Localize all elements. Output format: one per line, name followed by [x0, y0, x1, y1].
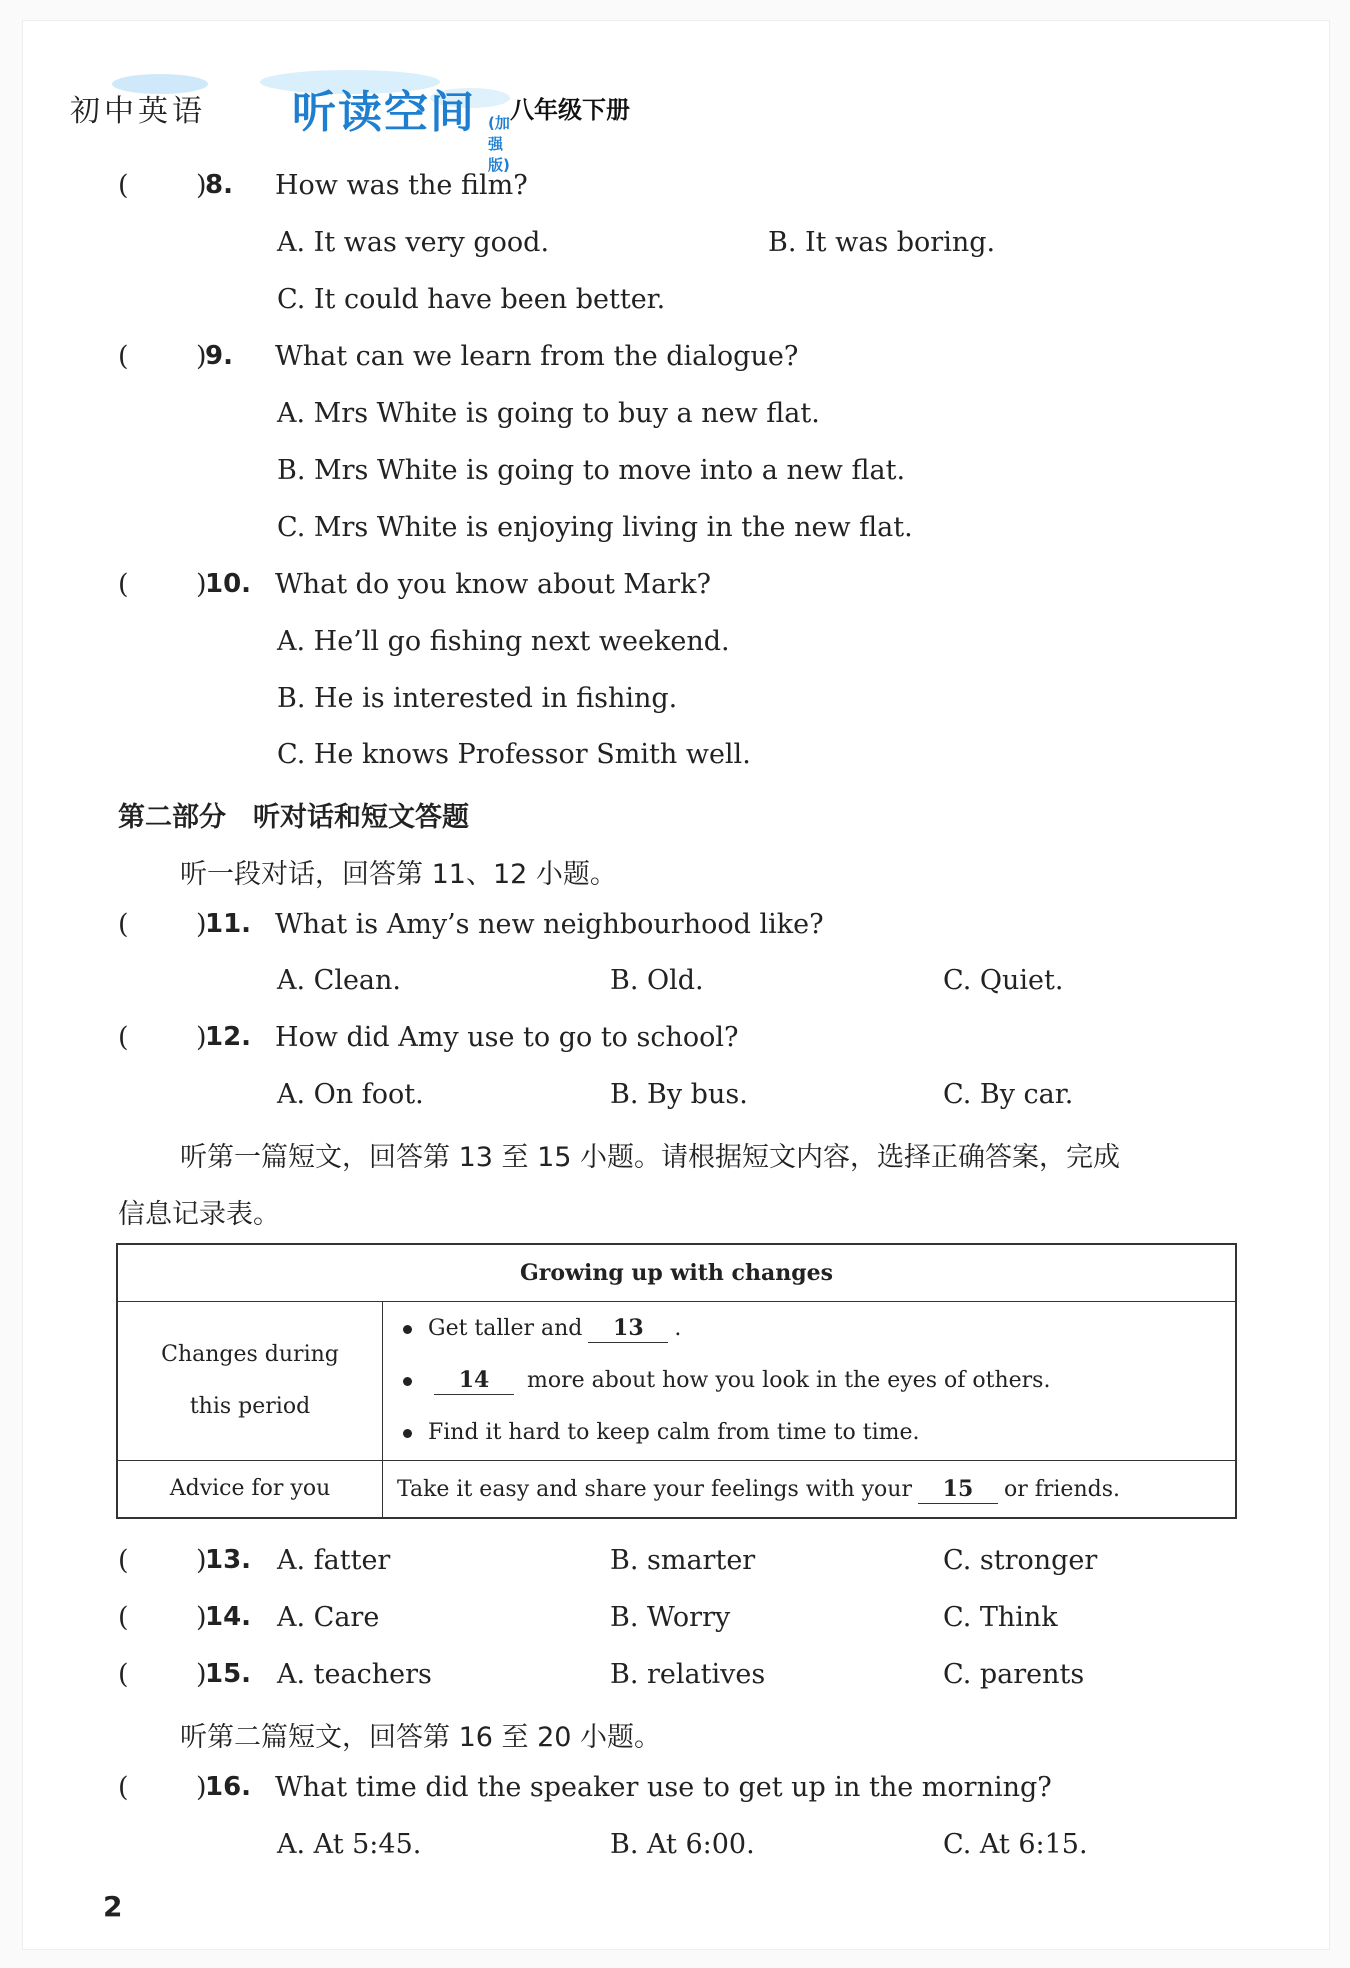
- option-a[interactable]: A. fatter: [277, 1545, 391, 1576]
- instruction-text: 听第二篇短文，回答第 16 至 20 小题。: [180, 1722, 662, 1753]
- answer-bracket[interactable]: ( ): [118, 1602, 207, 1633]
- instruction-text-cont: 信息记录表。: [118, 1199, 280, 1230]
- answer-bracket[interactable]: ( ): [118, 341, 207, 372]
- answer-bracket[interactable]: ( ): [118, 170, 207, 201]
- question-text: What do you know about Mark?: [275, 569, 711, 600]
- bullet-icon: [403, 1325, 412, 1334]
- option-b[interactable]: B. Old.: [610, 965, 704, 996]
- option-a[interactable]: A. He’ll go fishing next weekend.: [277, 626, 730, 657]
- option-b[interactable]: B. relatives: [610, 1659, 766, 1690]
- option-a[interactable]: A. At 5:45.: [277, 1829, 422, 1860]
- blank-14[interactable]: 14: [434, 1366, 514, 1395]
- question-number: 8.: [205, 170, 233, 200]
- info-record-table: [116, 1243, 1237, 1519]
- option-c[interactable]: C. Think: [943, 1602, 1058, 1633]
- option-b[interactable]: B. smarter: [610, 1545, 756, 1576]
- option-c[interactable]: C. parents: [943, 1659, 1085, 1690]
- book-header: [70, 80, 770, 174]
- page-number: 2: [103, 1890, 123, 1923]
- bullet-icon: [403, 1377, 412, 1386]
- question-number: 11.: [205, 909, 252, 939]
- question-number: 13.: [205, 1545, 252, 1575]
- changes-list: [383, 1302, 1237, 1461]
- question-text: How did Amy use to go to school?: [275, 1022, 739, 1053]
- instruction-text: 听第一篇短文，回答第 13 至 15 小题。请根据短文内容，选择正确答案，完成: [180, 1142, 1121, 1173]
- option-a[interactable]: A. teachers: [277, 1659, 432, 1690]
- section-heading: 第二部分 听对话和短文答题: [118, 802, 469, 833]
- question-number: 12.: [205, 1022, 252, 1052]
- option-c[interactable]: C. At 6:15.: [943, 1829, 1088, 1860]
- option-a[interactable]: A. Clean.: [277, 965, 402, 996]
- option-c[interactable]: C. It could have been better.: [277, 284, 666, 315]
- answer-bracket[interactable]: ( ): [118, 1022, 207, 1053]
- series-title: 初中英语: [70, 94, 206, 129]
- advice-cell: Take it easy and share your feelings with your 15 or friends.: [383, 1461, 1237, 1519]
- option-a[interactable]: A. Care: [277, 1602, 380, 1633]
- question-text: What is Amy’s new neighbourhood like?: [275, 909, 824, 940]
- blank-15[interactable]: 15: [918, 1475, 998, 1504]
- option-c[interactable]: C. He knows Professor Smith well.: [277, 739, 751, 770]
- option-b[interactable]: B. It was boring.: [768, 227, 996, 258]
- blank-13[interactable]: 13: [588, 1314, 668, 1343]
- option-a[interactable]: A. On foot.: [277, 1079, 424, 1110]
- answer-bracket[interactable]: ( ): [118, 569, 207, 600]
- bullet-item: 14 more about how you look in the eyes of others.: [403, 1355, 1234, 1407]
- question-text: How was the film?: [275, 170, 528, 201]
- option-a[interactable]: A. Mrs White is going to buy a new flat.: [277, 398, 820, 429]
- option-a[interactable]: A. It was very good.: [277, 227, 550, 258]
- question-number: 9.: [205, 341, 233, 371]
- row-label-changes: [117, 1302, 383, 1461]
- question-number: 16.: [205, 1772, 252, 1802]
- row-label-advice: Advice for you: [117, 1461, 383, 1519]
- question-number: 10.: [205, 569, 252, 599]
- option-c[interactable]: C. stronger: [943, 1545, 1098, 1576]
- option-b[interactable]: B. By bus.: [610, 1079, 748, 1110]
- question-number: 15.: [205, 1659, 252, 1689]
- option-b[interactable]: B. Mrs White is going to move into a new flat.: [277, 455, 906, 486]
- question-number: 14.: [205, 1602, 252, 1632]
- logo-text: 听读空间: [292, 87, 476, 138]
- row-label-line: this period: [189, 1394, 311, 1419]
- option-b[interactable]: B. At 6:00.: [610, 1829, 755, 1860]
- option-c[interactable]: C. By car.: [943, 1079, 1074, 1110]
- grade-label: 八年级下册: [510, 96, 630, 124]
- brand-logo: [210, 74, 510, 174]
- bullet-icon: [403, 1429, 412, 1438]
- bullet-item: Find it hard to keep calm from time to time.: [403, 1407, 1234, 1459]
- answer-bracket[interactable]: ( ): [118, 1772, 207, 1803]
- question-text: What time did the speaker use to get up in the morning?: [275, 1772, 1052, 1803]
- row-label-line: Changes during: [161, 1342, 339, 1367]
- answer-bracket[interactable]: ( ): [118, 1659, 207, 1690]
- answer-bracket[interactable]: ( ): [118, 1545, 207, 1576]
- option-c[interactable]: C. Mrs White is enjoying living in the new flat.: [277, 512, 913, 543]
- answer-bracket[interactable]: ( ): [118, 909, 207, 940]
- table-title: Growing up with changes: [117, 1244, 1236, 1302]
- option-b[interactable]: B. He is interested in fishing.: [277, 683, 678, 714]
- bullet-item: Get taller and 13 .: [403, 1303, 1234, 1355]
- edition-tag: (加强版): [488, 114, 510, 174]
- option-b[interactable]: B. Worry: [610, 1602, 731, 1633]
- instruction-text: 听一段对话，回答第 11、12 小题。: [180, 859, 617, 890]
- question-text: What can we learn from the dialogue?: [275, 341, 799, 372]
- option-c[interactable]: C. Quiet.: [943, 965, 1064, 996]
